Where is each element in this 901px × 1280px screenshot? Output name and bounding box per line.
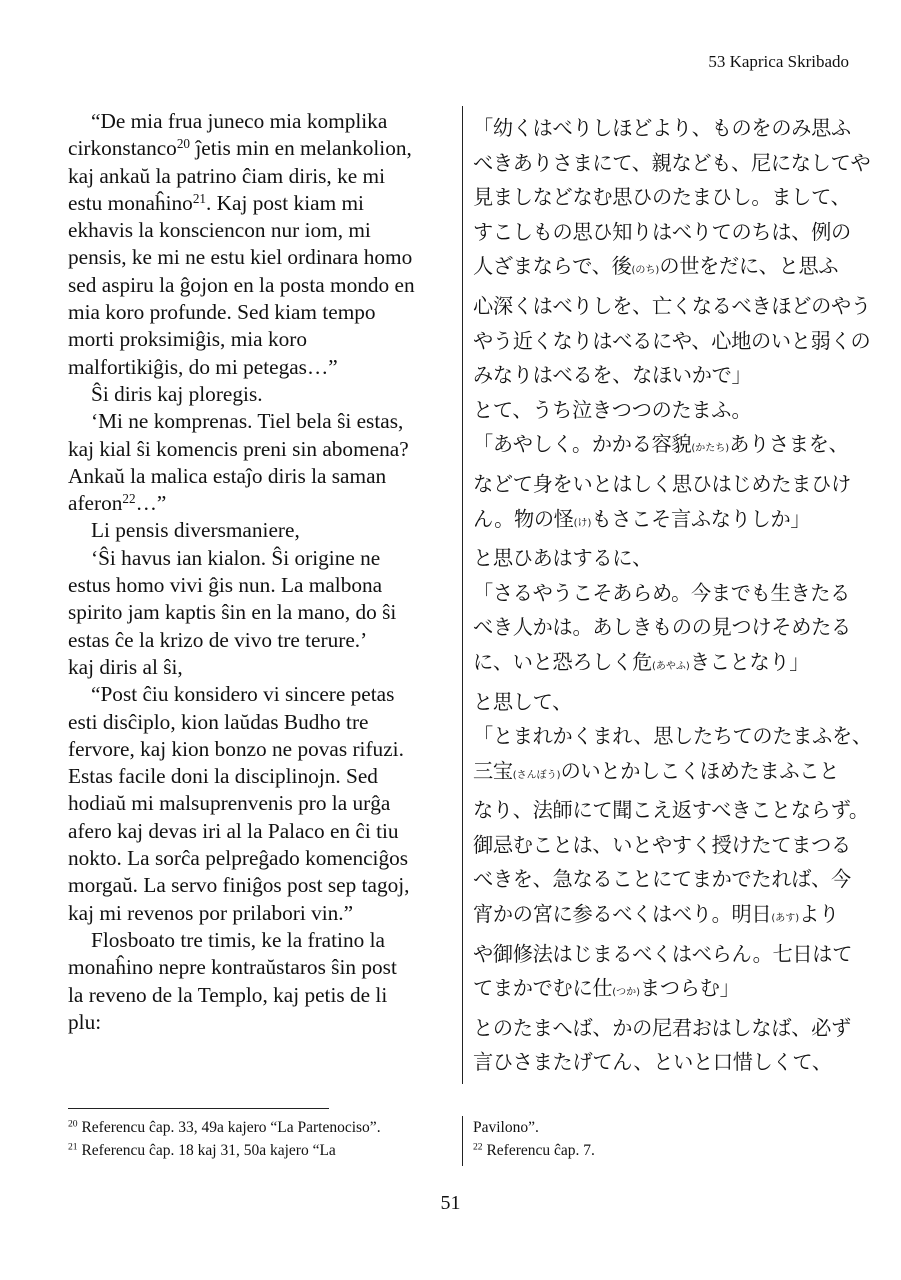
esperanto-line: hodiaŭ mi malsuprenvenis pro la urĝa	[68, 791, 391, 816]
esperanto-line: Flosboato tre timis, ke la fratino la	[91, 927, 385, 952]
esperanto-line: kaj kial ŝi komencis preni sin abomena?	[68, 436, 409, 461]
esperanto-line: sed aspiru la ĝojon en la posta mondo en	[68, 272, 415, 297]
japanese-line: べきありさまにて、親なども、尼になしてや	[473, 150, 871, 175]
esperanto-line: ‘Mi ne komprenas. Tiel bela ŝi estas,	[91, 409, 404, 434]
esperanto-line: mia koro profunde. Sed kiam tempo	[68, 300, 376, 325]
japanese-line: ん。物の怪(け)もさこそ言ふなりしか」	[473, 506, 811, 531]
esperanto-line: spirito jam kaptis ŝin en la mano, do ŝi	[68, 600, 397, 625]
esperanto-line: afero kaj devas iri al la Palaco en ĉi tiu	[68, 818, 399, 843]
esperanto-line: nokto. La sorĉa pelpreĝado komenciĝos	[68, 846, 409, 871]
esperanto-line: Li pensis diversmaniere,	[91, 518, 300, 543]
japanese-line: てまかでむに仕(つか)まつらむ」	[473, 976, 740, 1001]
footnote-rule	[68, 1108, 329, 1109]
japanese-line: 宵かの宮に参るべくはべり。明日(あす)より	[473, 902, 839, 927]
esperanto-line: cirkonstanco$^{20}$ ĵetis min en melankolion,	[68, 136, 412, 161]
japanese-line: 御忌むことは、いとやすく授けたてまつる	[473, 832, 851, 857]
running-header: 53 Kaprica Skribado	[708, 52, 849, 71]
ruby-reading: (け)	[573, 517, 592, 529]
japanese-line: みなりはべるを、なほいかで」	[473, 363, 752, 388]
esperanto-line: morgaŭ. La servo finiĝos post sep tagoj,	[68, 873, 410, 898]
ruby-reading: (のち)	[631, 265, 660, 277]
esperanto-line: pensis, ke mi ne estu kiel ordinara homo	[68, 245, 413, 270]
ruby-reading: (あやふ)	[652, 660, 690, 672]
page-number: 51	[440, 1192, 461, 1214]
esperanto-line: “Post ĉiu konsidero vi sincere petas	[91, 682, 395, 707]
footnotes-right	[473, 1116, 595, 1162]
japanese-line: 「幼くはべりしほどより、ものをのみ思ふ	[473, 116, 851, 140]
ruby-reading: (つか)	[612, 987, 641, 999]
esperanto-line: Ŝi diris kaj ploregis.	[91, 381, 263, 406]
esperanto-line: plu:	[68, 1009, 102, 1034]
esperanto-line: kaj diris al ŝi,	[68, 654, 183, 679]
esperanto-line: estu monaĥino$^{21}$. Kaj post kiam mi	[68, 190, 364, 215]
japanese-line: とて、うち泣きつつのたまふ。	[473, 397, 752, 422]
footnote-ref: 21	[192, 190, 206, 206]
footnote: Pavilono”.	[473, 1119, 539, 1136]
esperanto-line: ekhavis la konsciencon nur iom, mi	[68, 218, 371, 243]
japanese-line: べきを、急なることにてまかでたれば、今	[473, 867, 851, 892]
japanese-line: と思して、	[473, 689, 573, 714]
japanese-line: とのたまへば、かの尼君おはしなば、必ず	[473, 1015, 851, 1040]
esperanto-line: “De mia frua juneco mia komplika	[91, 109, 388, 133]
japanese-line: 三宝(さんぼう)のいとかしこくほめたまふこと	[473, 758, 840, 783]
esperanto-line: Estas facile doni la disciplinojn. Sed	[68, 764, 378, 789]
esperanto-column	[68, 108, 452, 1036]
japanese-line: 「とまれかくまれ、思したちてのたまふを、	[473, 724, 872, 749]
japanese-line: 見ましなどなむ思ひのたまひし。まして、	[473, 185, 851, 210]
japanese-line: 「あやしく。かかる容貌(かたち)ありさまを、	[473, 432, 849, 457]
esperanto-line: kaj ankaŭ la patrino ĉiam diris, ke mi	[68, 163, 385, 188]
footnote: $^{20}$ Referencu ĉap. 33, 49a kajero “La Partenociso”.	[68, 1118, 381, 1136]
ruby-reading: (さんぼう)	[512, 769, 561, 781]
japanese-line: やう近くなりはべるにや、心地のいと弱くの	[473, 328, 871, 353]
footnotes-left	[68, 1116, 381, 1162]
japanese-line: べき人かは。あしきものの見つけそめたる	[473, 615, 851, 640]
footnote: $^{21}$ Referencu ĉap. 18 kaj 31, 50a kajero “La	[68, 1141, 336, 1159]
japanese-line: 人ざまならで、後(のち)の世をだに、と思ふ	[473, 254, 839, 279]
column-divider	[462, 106, 463, 1084]
esperanto-line: estas ĉe la krizo de vivo tre terure.’	[68, 627, 368, 652]
esperanto-line: estus homo vivi ĝis nun. La malbona	[68, 573, 383, 598]
esperanto-line: Ankaŭ la malica estaĵo diris la saman	[68, 463, 387, 488]
esperanto-line: aferon$^{22}$…”	[68, 490, 167, 516]
esperanto-line: esti disĉiplo, kion laŭdas Budho tre	[68, 709, 369, 734]
esperanto-line: malfortikiĝis, do mi petegas…”	[68, 354, 338, 379]
japanese-line: なり、法師にて聞こえ返すべきことならず。	[473, 798, 869, 823]
esperanto-line: la reveno de la Templo, kaj petis de li	[68, 982, 388, 1007]
ruby-reading: (かたち)	[691, 443, 730, 455]
footnote: $^{22}$ Referencu ĉap. 7.	[473, 1141, 595, 1159]
japanese-column	[473, 111, 873, 1080]
japanese-line: と思ひあはするに、	[473, 546, 652, 571]
ruby-reading: (あす)	[771, 913, 800, 925]
japanese-line: 言ひさまたげてん、といと口惜しくて、	[473, 1050, 832, 1075]
footnote-ref: 22	[122, 490, 136, 506]
japanese-line: 心深くはべりしを、亡くなるべきほどのやう	[473, 293, 871, 318]
japanese-line: すこしもの思ひ知りはべりてのちは、例の	[473, 219, 851, 244]
japanese-line: に、いと恐ろしく危(あやふ)きことなり」	[473, 649, 810, 674]
japanese-line: や御修法はじまるべくはべらん。七日はて	[473, 941, 853, 966]
esperanto-line: morti proksimiĝis, mia koro	[68, 327, 307, 352]
japanese-line: などて身をいとはしく思ひはじめたまひけ	[473, 471, 851, 496]
esperanto-line: ‘Ŝi havus ian kialon. Ŝi origine ne	[91, 545, 381, 570]
esperanto-line: monaĥino nepre kontraŭstaros ŝin post	[68, 955, 397, 980]
footnote-column-divider	[462, 1116, 463, 1166]
esperanto-line: kaj mi revenos por prilabori vin.”	[68, 900, 354, 925]
japanese-line: 「さるやうこそあらめ。今までも生きたる	[473, 580, 851, 605]
esperanto-line: fervore, kaj kion bonzo ne povas rifuzi.	[68, 736, 404, 761]
footnote-ref: 20	[176, 136, 191, 152]
